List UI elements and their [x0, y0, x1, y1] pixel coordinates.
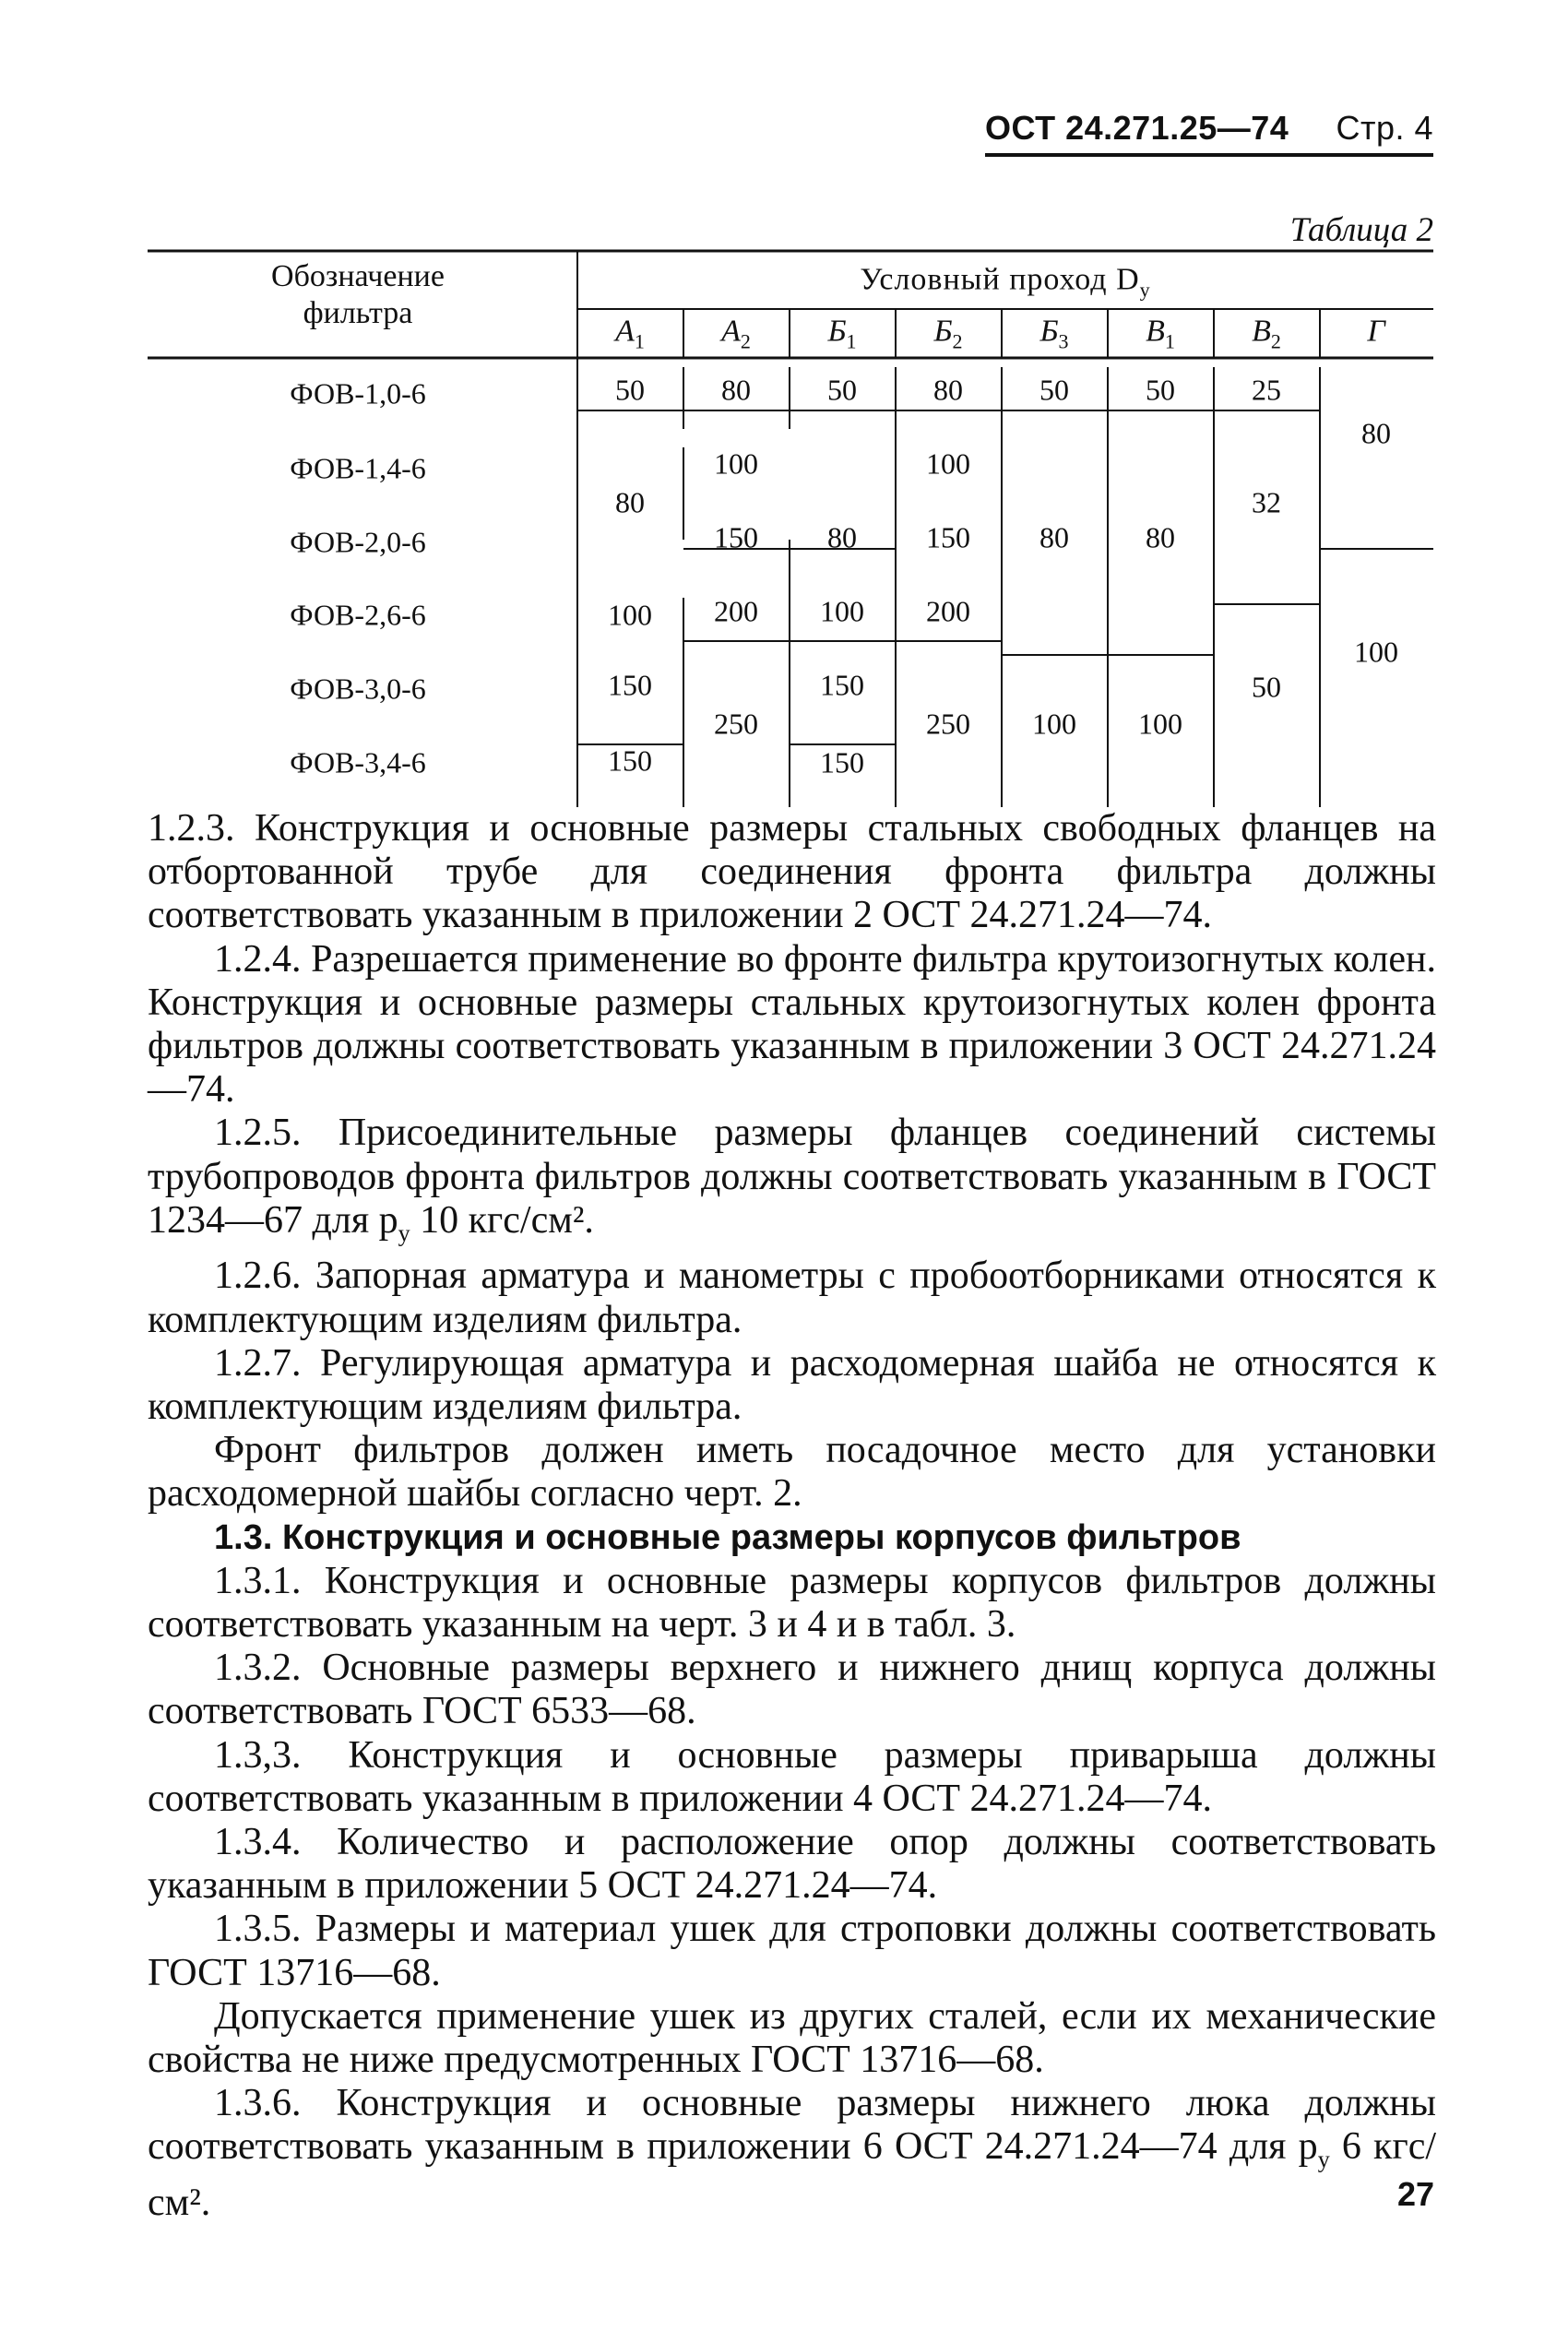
table-cell: 100 — [820, 594, 864, 628]
paragraph: 1.3.2. Основные размеры верхнего и нижнего днищ корпуса должны соответствовать ГОСТ 6533—68. — [148, 1647, 1436, 1733]
table-cell: 100 — [608, 598, 652, 632]
paragraph: Фронт фильтров должен иметь посадочное место для установки расходомерной шайбы согласно черт. 2. — [148, 1429, 1436, 1516]
col-header-b3: $Б_3$ — [1039, 314, 1069, 353]
row-label: ФОВ-3,4-6 — [290, 745, 426, 779]
table-cell: 50 — [1252, 670, 1281, 704]
paragraph: 1.2.4. Разрешается применение во фронте фильтра крутоизогнутых колен. Конструкция и основные размеры стальных крутоизогнутых колен фронта фильтров должны соответствовать указанным в приложении 3 ОСТ 24.271.24—74. — [148, 937, 1436, 1112]
col-header-designation-text: Обозначение фильтра — [271, 259, 445, 330]
page-label: Стр. 4 — [1336, 109, 1433, 147]
col-header-nominal-bore-sub: у — [1139, 278, 1151, 302]
row-label: ФОВ-2,6-6 — [290, 598, 426, 632]
col-header-a2: $А_2$ — [721, 314, 751, 353]
table-cell: 150 — [608, 668, 652, 702]
table-cell: 150 — [714, 520, 758, 554]
table-cell: 80 — [1361, 416, 1391, 450]
col-header-designation — [238, 258, 478, 332]
table-cell: 80 — [1146, 520, 1175, 554]
col-header-nominal-bore — [860, 263, 1150, 303]
row-label: ФОВ-2,0-6 — [290, 525, 426, 559]
paragraph: 1.3.4. Количество и расположение опор должны соответствовать указанным в приложении 5 ОСТ 24.271.24—74. — [148, 1821, 1436, 1908]
header-rule — [985, 153, 1433, 157]
paragraph: Допускается применение ушек из других сталей, если их механические свойства не ниже предусмотренных ГОСТ 13716—68. — [148, 1994, 1436, 2082]
table-cell: 150 — [820, 668, 864, 702]
paragraph: 1.3,3. Конструкция и основные размеры приварыша должны соответствовать указанным в приложении 4 ОСТ 24.271.24—74. — [148, 1733, 1436, 1820]
section-heading: 1.3. Конструкция и основные размеры корпусов фильтров — [214, 1517, 1241, 1557]
table-caption: Таблица 2 — [1289, 211, 1433, 249]
pressure-subscript: у — [398, 1219, 410, 1247]
col-header-nominal-bore-text: Условный проход D — [860, 262, 1140, 297]
col-header-a1: $А_1$ — [615, 314, 645, 353]
paragraph: 1.2.5. Присоединительные размеры фланцев соединений системы трубопроводов фронта фильтров должны соответствовать указанным в ГОСТ 1234—67 для $p_у$ 10 кгс/см². — [148, 1112, 1436, 1247]
table-cell: 80 — [615, 485, 645, 519]
pressure-subscript: у — [1317, 2146, 1330, 2173]
body-text — [148, 807, 1436, 2225]
paragraph: 1.2.7. Регулирующая арматура и расходомерная шайба не относятся к комплектующим изделиям фильтра. — [148, 1341, 1436, 1429]
table-cell: 100 — [1354, 635, 1398, 669]
page-number: 27 — [1397, 2175, 1435, 2213]
nominal-bore-table — [148, 249, 1433, 812]
col-header-b1: $Б_1$ — [827, 314, 857, 353]
row-label: ФОВ-3,0-6 — [290, 672, 426, 706]
table-cell: 100 — [714, 446, 758, 481]
paragraph: 1.2.6. Запорная арматура и манометры с пробоотборниками относятся к комплектующим изделиям фильтра. — [148, 1255, 1436, 1341]
col-header-g: Г — [1367, 314, 1385, 349]
table-cell: 150 — [820, 745, 864, 779]
table-cell: 50 — [1146, 373, 1175, 407]
table-cell: 100 — [926, 446, 970, 481]
row-label: ФОВ-1,4-6 — [290, 451, 426, 485]
table-cell: 200 — [926, 594, 970, 628]
table-cell: 100 — [1032, 707, 1076, 741]
col-header-b2: $Б_2$ — [933, 314, 963, 353]
paragraph: 1.3.5. Размеры и материал ушек для строповки должны соответствовать ГОСТ 13716—68. — [148, 1908, 1436, 1994]
table-cell: 150 — [926, 520, 970, 554]
table-cell: 50 — [1039, 373, 1069, 407]
table-cell: 25 — [1252, 373, 1281, 407]
paragraph: 1.2.3. Конструкция и основные размеры стальных свободных фланцев на отбортованной трубе для соединения фронта фильтра должны соответствовать указанным в приложении 2 ОСТ 24.271.24—74. — [148, 807, 1436, 937]
col-header-v1: $В_1$ — [1146, 314, 1175, 353]
table-cell: 100 — [1138, 707, 1182, 741]
table-cell: 80 — [933, 373, 963, 407]
table-cell: 32 — [1252, 485, 1281, 519]
table-cell: 80 — [1039, 520, 1069, 554]
table-cell: 50 — [615, 373, 645, 407]
table-cell: 200 — [714, 594, 758, 628]
table-cell: 150 — [608, 743, 652, 778]
document-code: ОСТ 24.271.25—74 — [985, 109, 1289, 147]
row-label: ФОВ-1,0-6 — [290, 376, 426, 410]
table-cell: 250 — [714, 707, 758, 741]
table-cell: 250 — [926, 707, 970, 741]
table-cell: 50 — [827, 373, 857, 407]
table-cell: 80 — [721, 373, 751, 407]
paragraph: 1.3.6. Конструкция и основные размеры нижнего люка должны соответствовать указанным в приложении 6 ОСТ 24.271.24—74 для $p_у$ 6 кгс/см². — [148, 2082, 1437, 2225]
col-header-v2: $В_2$ — [1252, 314, 1281, 353]
paragraph: 1.3.1. Конструкция и основные размеры корпусов фильтров должны соответствовать указанным на черт. 3 и 4 и в табл. 3. — [148, 1559, 1436, 1647]
table-cell: 80 — [827, 520, 857, 554]
running-header — [985, 109, 1433, 148]
